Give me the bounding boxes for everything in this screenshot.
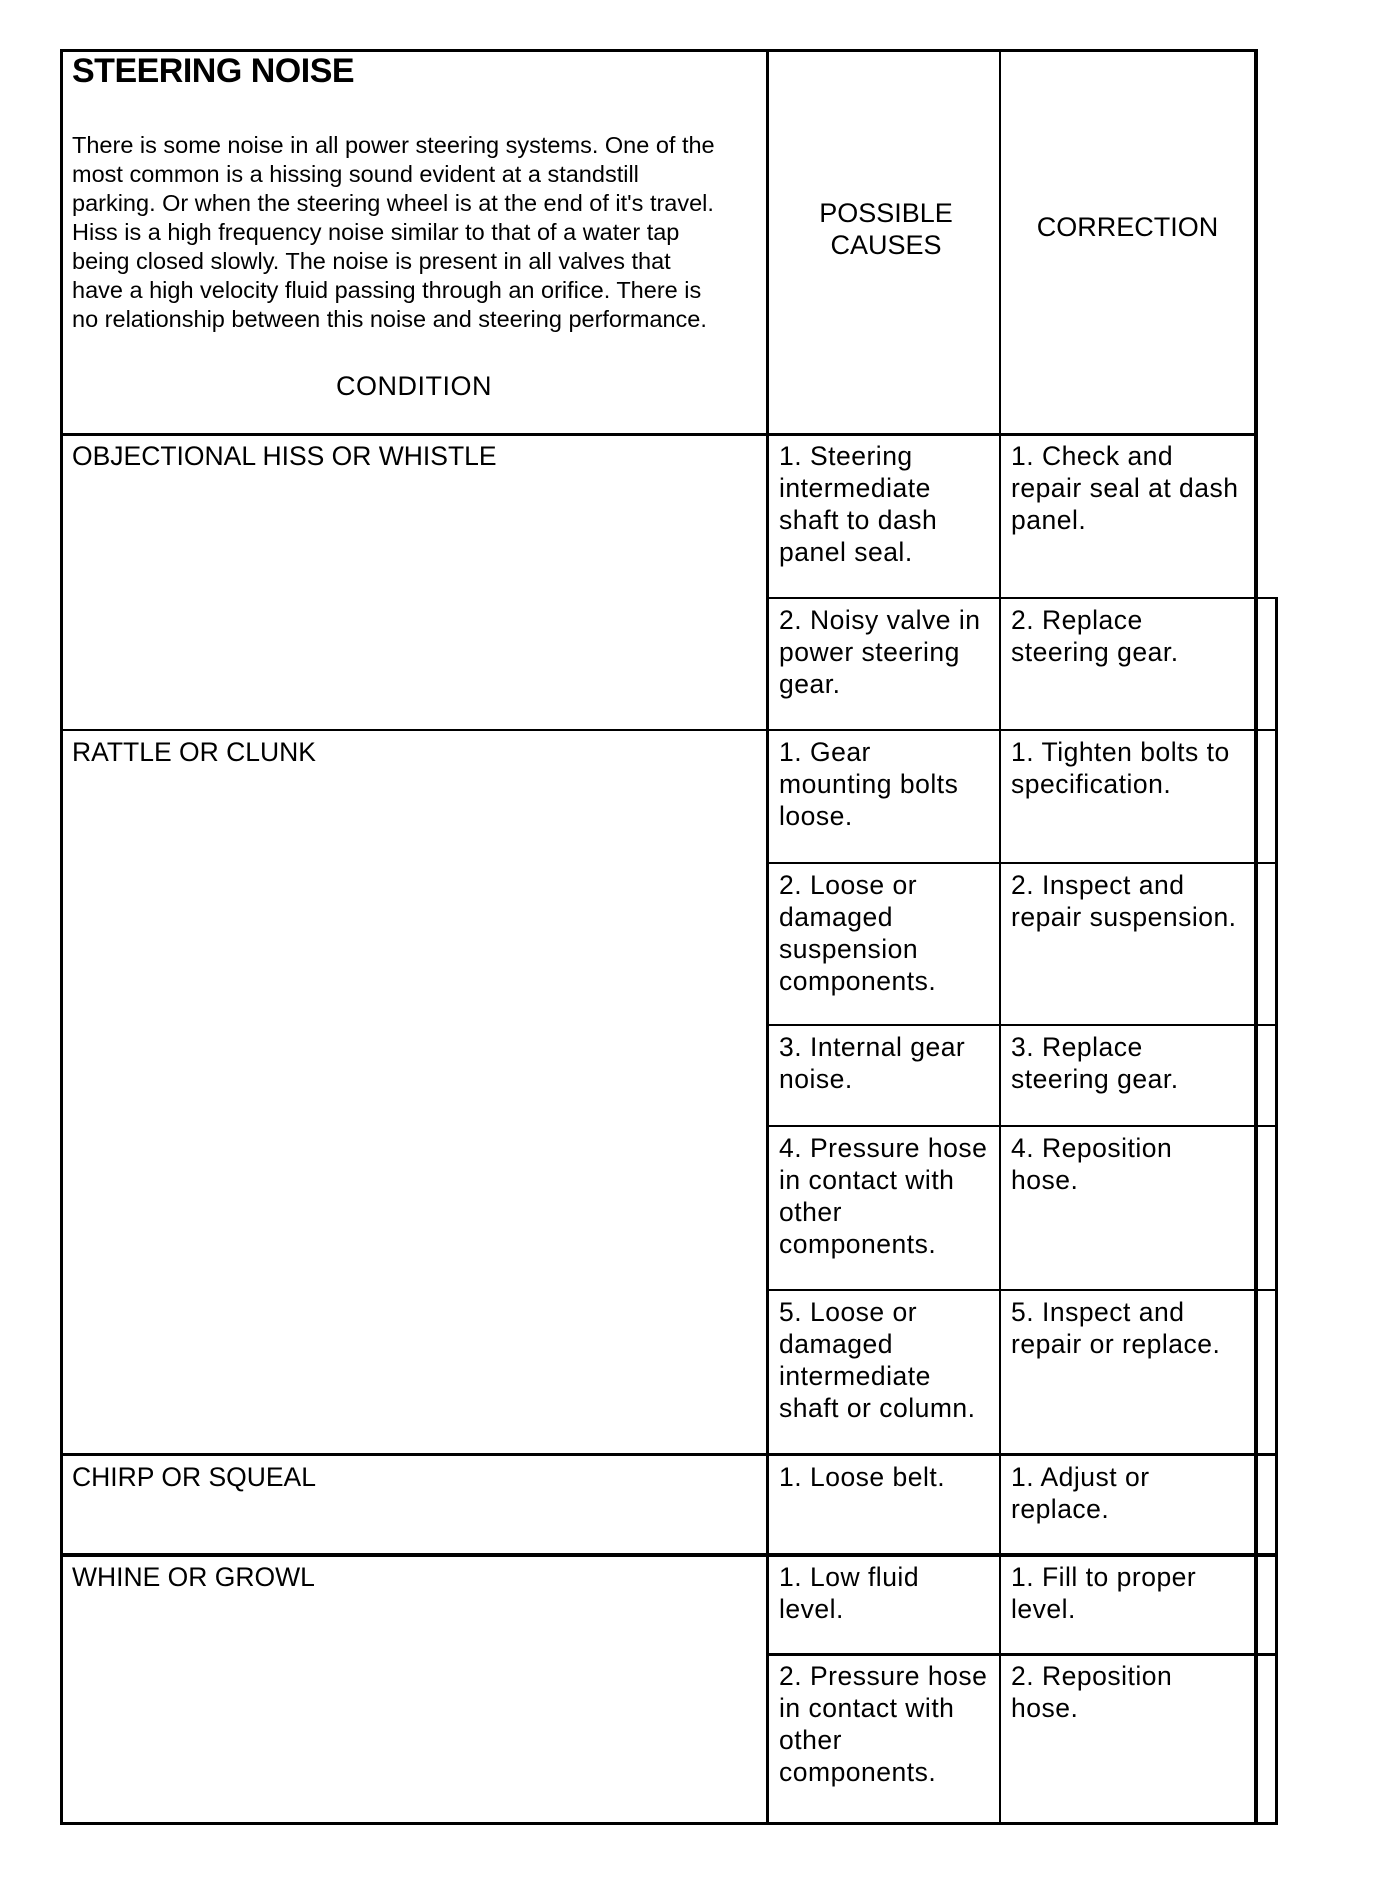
correction-cell: 3. Replace steering gear. [1011, 1032, 1179, 1094]
cause-cell: 1. Loose belt. [779, 1462, 946, 1492]
correction-cell: 2. Reposition hose. [1011, 1661, 1173, 1723]
table-title: STEERING NOISE [72, 52, 355, 90]
condition-label: WHINE OR GROWL [72, 1562, 315, 1592]
row-divider [766, 862, 1278, 864]
row-divider [766, 597, 1278, 599]
cause-cell: 5. Loose or damaged intermediate shaft or column. [779, 1297, 976, 1423]
cause-cell: 3. Internal gear noise. [779, 1032, 966, 1094]
cause-cell: 2. Loose or damaged suspension components. [779, 870, 937, 996]
table-border-bottom [60, 1822, 1278, 1825]
possible-causes-column-header: POSSIBLE CAUSES [819, 198, 953, 260]
correction-cell: 1. Check and repair seal at dash panel. [1011, 441, 1239, 535]
table-border-right [1254, 49, 1258, 1825]
header-divider [60, 433, 1258, 436]
correction-cell: 5. Inspect and repair or replace. [1011, 1297, 1221, 1359]
correction-cell: 1. Fill to proper level. [1011, 1562, 1197, 1624]
table-border-outer-right [1275, 597, 1278, 1825]
cause-cell: 1. Steering intermediate shaft to dash panel seal. [779, 441, 938, 567]
group-divider [60, 729, 1278, 731]
cause-cell: 2. Pressure hose in contact with other components. [779, 1661, 988, 1787]
cause-cell: 1. Gear mounting bolts loose. [779, 737, 959, 831]
cause-cell: 4. Pressure hose in contact with other components. [779, 1133, 988, 1259]
correction-cell: 1. Adjust or replace. [1011, 1462, 1150, 1524]
column-divider [766, 49, 769, 1825]
condition-column-header: CONDITION [336, 371, 492, 401]
group-divider [60, 1553, 1278, 1557]
row-divider [766, 1024, 1278, 1026]
correction-cell: 2. Replace steering gear. [1011, 605, 1179, 667]
table-border-left [60, 49, 63, 1825]
cause-cell: 1. Low fluid level. [779, 1562, 920, 1624]
table-description: There is some noise in all power steering systems. One of the most common is a hissing sound evident at a standstill parking. Or when the steering wheel is at the end of it's travel. Hiss is a high frequency noise similar to that of a water tap being closed slowly. The noise is present in all valves that have a high velocity fluid passing through an orifice. There is no relationship between this noise and steering performance. [72, 132, 715, 332]
condition-label: CHIRP OR SQUEAL [72, 1462, 316, 1492]
correction-cell: 1. Tighten bolts to specification. [1011, 737, 1230, 799]
condition-label: RATTLE OR CLUNK [72, 737, 316, 767]
row-divider [766, 1653, 1278, 1656]
correction-cell: 4. Reposition hose. [1011, 1133, 1173, 1195]
row-divider [766, 1125, 1278, 1127]
column-divider [999, 49, 1001, 1825]
condition-label: OBJECTIONAL HISS OR WHISTLE [72, 441, 497, 471]
correction-cell: 2. Inspect and repair suspension. [1011, 870, 1237, 932]
correction-column-header: CORRECTION [1036, 212, 1219, 242]
row-divider [766, 1289, 1278, 1291]
group-divider [60, 1453, 1278, 1456]
table-border-top [60, 49, 1258, 52]
cause-cell: 2. Noisy valve in power steering gear. [779, 605, 981, 699]
